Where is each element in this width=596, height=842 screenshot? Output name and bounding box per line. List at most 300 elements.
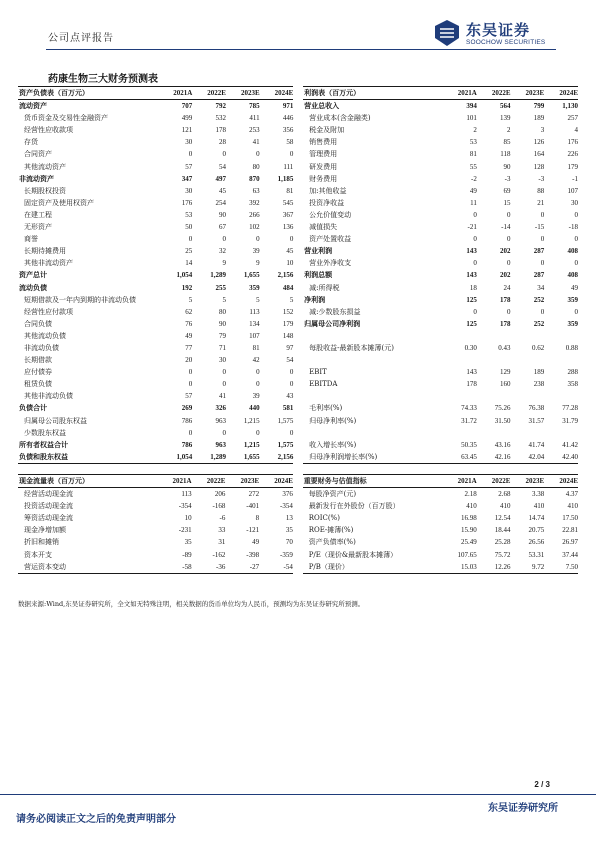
bi-row: [18, 390, 578, 402]
bi-left-value: 499: [181, 114, 193, 123]
bi-right-value: 21: [537, 198, 545, 207]
bi-left-value: 963: [215, 440, 226, 449]
bi-left-value: 254: [215, 198, 226, 207]
cf-left-value: 272: [248, 490, 260, 499]
bi-left-header-cell: 2021A: [159, 87, 193, 100]
bi-right-value: 49: [571, 283, 578, 292]
cf-gap: [293, 561, 303, 574]
bi-left-value: 43: [286, 392, 294, 401]
bi-right-value: 69: [503, 186, 511, 195]
bi-left-value: 356: [282, 126, 294, 135]
bi-left-value: 81: [286, 186, 294, 195]
bi-left-value: 39: [252, 392, 260, 401]
bi-right-value: 90: [503, 162, 511, 171]
bi-right-value: [443, 330, 477, 342]
cf-left-value: -6: [219, 514, 226, 523]
cf-right-label: 最新发行在外股份（百万股）: [308, 502, 400, 511]
cf-left-label: 营运资本变动: [18, 561, 158, 574]
bi-right-value: 238: [533, 380, 545, 389]
bi-right-value: 202: [500, 247, 511, 256]
cf-gap: [293, 512, 303, 524]
bi-right-value: [544, 354, 578, 366]
bi-left-value: 102: [249, 223, 260, 232]
bi-left-value: 152: [282, 307, 294, 316]
bi-right-value: 143: [466, 247, 477, 256]
bi-left-value: 545: [282, 198, 294, 207]
bi-left-label: 长期待摊费用: [24, 247, 66, 256]
cf-left-value: -401: [246, 502, 260, 511]
bi-right-value: 164: [533, 150, 545, 159]
bi-row: [18, 221, 578, 233]
bi-left-value: 67: [218, 223, 226, 232]
bi-left-value: 785: [249, 102, 260, 111]
cf-right-value: 25.49: [460, 538, 477, 547]
bi-right-value: 42.40: [544, 451, 578, 464]
cf-gap: [293, 549, 303, 561]
bi-gap: [293, 294, 303, 306]
bi-left-value: 326: [215, 404, 226, 413]
bi-left-value: 9: [222, 259, 226, 268]
cf-left-label: 经营活动现金流: [24, 490, 73, 499]
cf-left-header-cell: 现金流量表（百万元）: [18, 475, 158, 488]
source-note: 数据来源:Wind,东吴证券研究所，全文如无特殊注明，相关数据的货币单位均为人民币，预测均为东吴证券研究所预测。: [18, 600, 365, 608]
bi-right-value: 2: [507, 126, 511, 135]
cf-right-value: 37.44: [562, 550, 578, 559]
bi-right-value: 139: [500, 114, 511, 123]
bi-left-value: 446: [282, 114, 294, 123]
cf-right-value: 22.81: [562, 526, 578, 535]
bi-gap: [293, 378, 303, 390]
bi-right-value: 55: [469, 162, 477, 171]
cf-right-label: ROIC(%): [308, 514, 340, 523]
bi-right-value: 189: [533, 368, 545, 377]
cashflow-ratios-table: [18, 474, 578, 574]
bi-right-value: 178: [466, 380, 477, 389]
bi-right-value: [443, 427, 477, 439]
bi-left-value: 25: [185, 247, 193, 256]
bi-right-label: 销售费用: [309, 138, 338, 147]
cf-right-value: 3.38: [531, 490, 545, 499]
cf-right-value: 26.97: [562, 538, 578, 547]
bi-right-value: 0: [507, 235, 511, 244]
bi-left-value: 0: [256, 235, 260, 244]
bi-left-value: 113: [249, 307, 260, 316]
bi-right-value: 252: [533, 319, 545, 328]
bi-right-header-cell: 2022E: [477, 87, 511, 100]
bi-gap: [293, 330, 303, 342]
bi-right-value: 0: [574, 235, 578, 244]
bi-right-value: 0: [574, 210, 578, 219]
cf-right-value: 15.90: [460, 526, 477, 535]
bi-right-label: 营业利润: [304, 246, 333, 256]
cf-right-value: 9.72: [510, 561, 544, 574]
bi-right-value: -2: [470, 174, 477, 183]
cf-right-value: 4.37: [565, 490, 578, 499]
bi-right-value: 287: [533, 271, 545, 280]
bi-left-value: 0: [256, 150, 260, 159]
bi-right-value: -3: [504, 174, 511, 183]
bi-right-label: EBIT: [309, 368, 327, 377]
bi-gap: [293, 197, 303, 209]
bi-left-value: 14: [185, 259, 193, 268]
bi-right-value: [511, 330, 545, 342]
bi-left-value: 53: [185, 210, 193, 219]
bi-right-value: 4: [574, 126, 578, 135]
bi-row: [18, 342, 578, 354]
bi-right-value: [544, 330, 578, 342]
bi-right-label: 资产处置收益: [309, 235, 352, 244]
bi-right-value: 31.79: [562, 416, 578, 425]
bi-right-value: 0: [473, 259, 477, 268]
bi-left-label: 合同负债: [24, 319, 52, 328]
cf-left-value: -36: [192, 561, 226, 574]
bi-left-header-cell: 2022E: [192, 87, 226, 100]
cf-right-value: 410: [499, 502, 511, 511]
bi-right-value: 49: [469, 186, 477, 195]
bi-left-value: 179: [282, 319, 294, 328]
bi-right-value: 107: [567, 186, 578, 195]
bi-left-value: 1,215: [243, 416, 260, 425]
bi-right-value: 252: [533, 295, 545, 304]
bi-right-label: 公允价值变动: [309, 210, 352, 219]
cf-left-value: -359: [280, 550, 293, 559]
bi-right-value: 0: [540, 235, 545, 244]
bi-right-value: [511, 427, 545, 439]
footer-divider: [0, 794, 596, 795]
bi-right-value: 81: [469, 150, 477, 159]
bi-right-value: 31.50: [494, 416, 511, 425]
bi-right-label: 加:其他收益: [309, 186, 347, 195]
bi-left-value: 0: [222, 235, 226, 244]
bi-right-value: 0.88: [565, 343, 578, 352]
bi-left-value: 80: [218, 307, 226, 316]
bi-right-label: 减值损失: [309, 223, 338, 232]
bi-left-value: 0: [256, 380, 260, 389]
bi-left-value: 0: [188, 428, 193, 437]
cf-left-value: 31: [218, 538, 226, 547]
bi-left-value: 1,215: [243, 440, 260, 449]
bi-left-value: 255: [215, 283, 226, 292]
bi-left-label: 非流动资产: [19, 173, 54, 183]
cf-left-value: 13: [285, 514, 293, 523]
bi-row: [18, 124, 578, 136]
bi-right-label: 利润总额: [304, 270, 333, 280]
cf-right-header-cell: 2024E: [544, 475, 578, 488]
cf-left-value: -354: [280, 502, 293, 511]
bi-right-value: 126: [533, 138, 545, 147]
bi-header-row: [18, 87, 578, 100]
bi-right-value: [477, 330, 511, 342]
cf-right-value: 20.75: [528, 526, 545, 535]
bi-right-value: 0: [540, 210, 545, 219]
bi-left-value: 121: [181, 126, 193, 135]
bi-right-header-cell: 2023E: [511, 87, 545, 100]
bi-left-value: 0: [289, 150, 294, 159]
bi-right-value: 42.16: [477, 451, 511, 464]
bi-gap: [293, 390, 303, 402]
bi-right-label: EBITDA: [309, 380, 338, 389]
cf-right-value: 410: [533, 502, 545, 511]
bi-right-value: 18: [469, 283, 477, 292]
bi-left-value: 30: [185, 138, 193, 147]
bi-right-value: 358: [567, 380, 578, 389]
bi-row: [18, 173, 578, 185]
bi-gap: [293, 415, 303, 427]
bi-left-value: 269: [181, 404, 193, 413]
bi-left-value: 786: [181, 416, 193, 425]
cf-left-label: 投资活动现金流: [24, 502, 73, 511]
bi-right-value: 179: [567, 162, 578, 171]
bi-gap: [293, 100, 303, 113]
cf-left-label: 资本开支: [24, 550, 52, 559]
bi-left-label: 流动负债: [19, 282, 47, 292]
bi-right-value: [544, 427, 578, 439]
bi-left-value: 0: [222, 380, 226, 389]
bi-right-value: 63.45: [443, 451, 477, 464]
bi-gap: [293, 124, 303, 136]
bi-left-value: 5: [256, 295, 260, 304]
bi-left-value: 9: [256, 259, 260, 268]
cf-left-value: -89: [182, 550, 192, 559]
disclaimer-text: 请务必阅读正文之后的免责声明部分: [16, 814, 176, 825]
bi-right-label: 营业外净收支: [309, 259, 352, 268]
cf-left-header-cell: 2022E: [192, 475, 226, 488]
bi-right-value: 799: [533, 102, 545, 111]
cf-right-value: 17.50: [562, 514, 578, 523]
bi-row: [18, 451, 578, 464]
bi-left-label: 非流动负债: [24, 343, 59, 352]
cf-row: [18, 488, 578, 501]
bi-right-value: 0: [540, 307, 545, 316]
bi-right-value: 53: [469, 138, 477, 147]
bi-left-value: 192: [181, 283, 193, 292]
bi-left-value: 148: [282, 331, 294, 340]
bi-right-value: 101: [466, 114, 477, 123]
bi-left-label: 应付债券: [24, 368, 52, 377]
bi-gap: [293, 185, 303, 197]
bi-left-label: 负债和股东权益: [18, 451, 159, 464]
bi-right-label: [303, 390, 443, 402]
cf-row: [18, 512, 578, 524]
cf-right-value: 16.98: [460, 514, 477, 523]
bi-gap: [293, 257, 303, 269]
bi-left-label: 其他非流动资产: [24, 259, 73, 268]
bi-right-header-cell: 利润表（百万元）: [303, 87, 443, 100]
cf-gap: [293, 500, 303, 512]
bi-right-label: 营业总收入: [304, 101, 340, 111]
bi-left-value: 57: [185, 392, 193, 401]
cf-gap: [293, 524, 303, 536]
balance-income-table: [18, 86, 578, 464]
bi-left-header-cell: 2024E: [260, 87, 294, 100]
bi-row: [18, 402, 578, 414]
cf-row: [18, 524, 578, 536]
bi-right-value: -3: [538, 174, 545, 183]
report-title: 药康生物三大财务预测表: [48, 74, 158, 85]
bi-right-value: -15: [534, 223, 545, 232]
bi-right-value: 85: [503, 138, 511, 147]
bi-right-label: [303, 354, 443, 366]
bi-left-value: 90: [218, 319, 226, 328]
bi-left-label: 其他流动负债: [24, 331, 66, 340]
cf-left-value: -58: [158, 561, 192, 574]
bi-left-value: 1,575: [277, 440, 294, 449]
cf-right-header-cell: 2021A: [443, 475, 477, 488]
bi-left-value: 392: [249, 198, 260, 207]
cf-left-value: 113: [181, 490, 192, 499]
bi-right-value: 257: [567, 114, 578, 123]
bi-right-value: 176: [567, 138, 578, 147]
cf-right-label: 资产负债率(%): [308, 538, 356, 547]
bi-left-value: 39: [252, 247, 260, 256]
bi-right-label: 减:所得税: [309, 283, 340, 292]
cf-left-label: 现金净增加额: [24, 526, 66, 535]
bi-left-value: 5: [289, 295, 294, 304]
bi-right-label: 每股收益-最新股本摊薄(元): [309, 343, 394, 352]
bi-row: [18, 112, 578, 124]
bi-right-value: 31.72: [461, 416, 477, 425]
cf-left-label: 筹资活动现金流: [24, 514, 73, 523]
bi-left-label: 其他流动资产: [24, 162, 66, 171]
bi-left-value: 0: [289, 380, 294, 389]
bi-right-value: 31.57: [528, 416, 545, 425]
bi-right-value: 160: [500, 380, 511, 389]
bi-row: [18, 148, 578, 160]
bi-row: [18, 439, 578, 451]
bi-right-value: 42.04: [511, 451, 545, 464]
cf-row: [18, 561, 578, 574]
cf-left-value: -54: [259, 561, 293, 574]
bi-right-label: 毛利率(%): [309, 404, 343, 413]
bi-right-value: [443, 354, 477, 366]
cf-right-value: 26.56: [528, 538, 545, 547]
bi-right-label: 净利润: [304, 294, 326, 304]
cf-left-value: -121: [246, 526, 260, 535]
bi-right-value: 178: [500, 319, 511, 328]
bi-left-label: 经营性应付款项: [24, 307, 73, 316]
bi-right-value: 125: [466, 319, 477, 328]
bi-gap: [293, 87, 303, 100]
bi-left-label: 负债合计: [19, 403, 47, 413]
bi-right-value: 50.35: [461, 440, 477, 449]
bi-left-value: 707: [181, 102, 193, 111]
bi-gap: [293, 427, 303, 439]
bi-left-value: 58: [286, 138, 294, 147]
bi-left-value: 0: [222, 150, 226, 159]
bi-left-label: 货币资金及交易性金融资产: [24, 114, 108, 123]
bi-row: [18, 100, 578, 113]
bi-row: [18, 185, 578, 197]
bi-right-value: [477, 390, 511, 402]
bi-left-value: 0: [289, 235, 294, 244]
bi-left-value: 5: [188, 295, 193, 304]
bi-row: [18, 282, 578, 294]
bi-right-label: 投资净收益: [309, 198, 345, 207]
bi-left-label: 少数股东权益: [24, 428, 66, 437]
cf-right-value: 2.68: [498, 490, 511, 499]
cf-right-header-cell: 2023E: [510, 475, 544, 488]
bi-left-value: 30: [185, 186, 193, 195]
bi-gap: [293, 402, 303, 414]
bi-left-value: 50: [185, 223, 193, 232]
bi-left-value: 792: [215, 102, 226, 111]
bi-left-value: 45: [286, 247, 294, 256]
bi-left-value: 2,156: [277, 271, 294, 280]
bi-left-value: 266: [249, 210, 260, 219]
bi-left-value: 79: [218, 331, 226, 340]
bi-right-value: 0: [574, 307, 578, 316]
bi-left-value: 0: [188, 380, 193, 389]
bi-left-label: 租赁负债: [24, 380, 52, 389]
bi-left-value: 63: [252, 186, 260, 195]
bi-right-value: 11: [470, 198, 477, 207]
bi-left-value: 111: [283, 162, 294, 171]
bi-left-value: 62: [185, 307, 193, 316]
bi-left-value: 581: [282, 404, 294, 413]
bi-right-value: 0: [574, 259, 578, 268]
bi-right-value: 75.26: [494, 404, 511, 413]
bi-right-value: [443, 390, 477, 402]
bi-right-value: 0: [540, 259, 545, 268]
bi-left-value: 0: [256, 428, 260, 437]
bi-right-value: 34: [537, 283, 545, 292]
bi-right-value: 408: [567, 271, 578, 280]
bi-left-value: 347: [181, 174, 193, 183]
cf-left-value: 33: [218, 526, 226, 535]
bi-right-label: 归母净利率(%): [309, 416, 357, 425]
bi-gap: [293, 136, 303, 148]
bi-right-value: 189: [533, 114, 545, 123]
bi-left-value: 54: [218, 162, 226, 171]
bi-left-value: 2,156: [260, 451, 294, 464]
cf-right-value: 410: [466, 502, 477, 511]
cf-left-header-cell: 2024E: [259, 475, 293, 488]
bi-right-value: 143: [466, 271, 477, 280]
bi-left-value: 28: [218, 138, 226, 147]
bi-row: [18, 294, 578, 306]
bi-left-value: 0: [256, 368, 260, 377]
bi-left-value: 1,575: [277, 416, 294, 425]
bi-left-value: 0: [289, 368, 294, 377]
bi-left-value: 870: [249, 174, 260, 183]
bi-right-value: 3: [540, 126, 545, 135]
bi-right-label: 财务费用: [309, 174, 338, 183]
bi-right-value: 288: [567, 368, 578, 377]
cf-left-value: -231: [178, 526, 192, 535]
bi-row: [18, 427, 578, 439]
bi-left-value: 484: [282, 283, 294, 292]
bi-left-value: 76: [185, 319, 193, 328]
bi-left-value: 0: [222, 428, 226, 437]
bi-gap: [293, 269, 303, 281]
bi-right-value: 408: [567, 247, 578, 256]
bi-row: [18, 378, 578, 390]
bi-left-label: 资产总计: [19, 270, 47, 280]
cf-row: [18, 536, 578, 548]
bi-left-value: 178: [215, 126, 226, 135]
cf-right-value: 410: [567, 502, 578, 511]
bi-row: [18, 366, 578, 378]
bi-right-value: 41.42: [562, 440, 578, 449]
bi-gap: [293, 209, 303, 221]
bi-right-label: [303, 330, 443, 342]
bi-right-value: -18: [568, 223, 578, 232]
cf-right-value: 14.74: [528, 514, 545, 523]
bi-left-value: 45: [218, 186, 226, 195]
bi-row: [18, 354, 578, 366]
bi-right-value: [477, 427, 511, 439]
bi-left-label: 商誉: [24, 235, 38, 244]
